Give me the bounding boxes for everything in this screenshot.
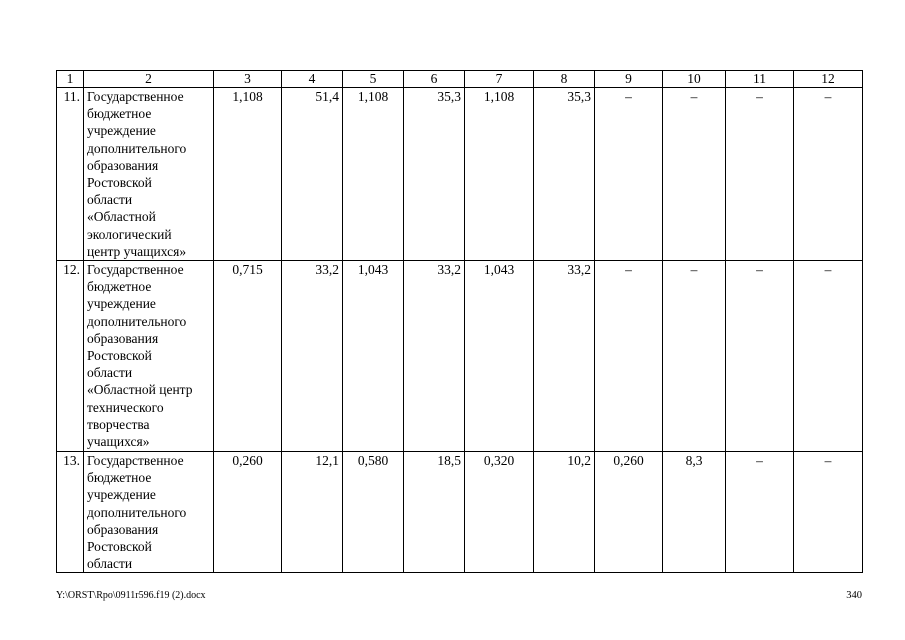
name-line: бюджетное	[87, 470, 152, 486]
column-header: 3	[214, 71, 282, 88]
cell-value: 8,3	[663, 452, 726, 573]
cell-value: –	[794, 261, 863, 452]
column-header: 10	[663, 71, 726, 88]
cell-value: 1,043	[343, 261, 404, 452]
name-line: центр учащихся»	[87, 243, 187, 259]
institution-name	[84, 261, 214, 452]
row-number: 11.	[57, 88, 84, 261]
cell-value: –	[726, 261, 794, 452]
column-header: 5	[343, 71, 404, 88]
column-header: 7	[465, 71, 534, 88]
name-line: технического	[87, 399, 164, 415]
cell-value: 10,2	[534, 452, 595, 573]
cell-value: 0,580	[343, 452, 404, 573]
data-table	[56, 70, 863, 573]
name-line: области	[87, 365, 133, 381]
name-line: «Областной	[87, 209, 156, 225]
institution-name	[84, 452, 214, 573]
cell-value: 0,260	[595, 452, 663, 573]
cell-value: –	[663, 261, 726, 452]
name-line: бюджетное	[87, 279, 152, 295]
cell-value: –	[726, 88, 794, 261]
cell-value: 35,3	[534, 88, 595, 261]
cell-value: –	[663, 88, 726, 261]
cell-value: 33,2	[282, 261, 343, 452]
name-line: Государственное	[87, 89, 184, 104]
cell-value: –	[794, 452, 863, 573]
cell-value: –	[794, 88, 863, 261]
name-line: дополнительного	[87, 313, 187, 329]
cell-value: 1,043	[465, 261, 534, 452]
cell-value: 0,320	[465, 452, 534, 573]
cell-value: 1,108	[343, 88, 404, 261]
institution-name	[84, 88, 214, 261]
table-row	[57, 261, 863, 452]
name-line: учреждение	[87, 296, 156, 312]
name-line: дополнительного	[87, 504, 187, 520]
name-line: Государственное	[87, 453, 184, 469]
table-row	[57, 452, 863, 573]
name-line: бюджетное	[87, 106, 152, 122]
cell-value: 51,4	[282, 88, 343, 261]
column-header: 12	[794, 71, 863, 88]
cell-value: 12,1	[282, 452, 343, 573]
name-line: Ростовской	[87, 539, 152, 555]
name-line: области	[87, 556, 133, 572]
name-line: образования	[87, 521, 159, 537]
column-header: 9	[595, 71, 663, 88]
cell-value: 33,2	[534, 261, 595, 452]
name-line: творчества	[87, 416, 150, 432]
cell-value: 0,260	[214, 452, 282, 573]
cell-value: –	[595, 261, 663, 452]
name-line: Ростовской	[87, 175, 152, 191]
name-line: экологический	[87, 226, 172, 242]
name-line: учреждение	[87, 123, 156, 139]
column-header: 8	[534, 71, 595, 88]
column-header: 2	[84, 71, 214, 88]
cell-value: –	[726, 452, 794, 573]
name-line: образования	[87, 157, 159, 173]
name-line: учащихся»	[87, 434, 150, 450]
cell-value: 18,5	[404, 452, 465, 573]
name-line: дополнительного	[87, 140, 187, 156]
footer-file-path: Y:\ORST\Rpo\0911r596.f19 (2).docx	[56, 590, 206, 601]
cell-value: –	[595, 88, 663, 261]
row-number: 12.	[57, 261, 84, 452]
name-line: учреждение	[87, 487, 156, 503]
cell-value: 33,2	[404, 261, 465, 452]
column-header: 1	[57, 71, 84, 88]
row-number: 13.	[57, 452, 84, 573]
name-line: области	[87, 192, 133, 208]
cell-value: 1,108	[214, 88, 282, 261]
name-line: «Областной центр	[87, 382, 193, 398]
name-line: Государственное	[87, 262, 184, 278]
column-header: 11	[726, 71, 794, 88]
column-header: 6	[404, 71, 465, 88]
page-number: 340	[846, 590, 862, 601]
table-header-row	[57, 71, 863, 88]
cell-value: 35,3	[404, 88, 465, 261]
cell-value: 0,715	[214, 261, 282, 452]
column-header: 4	[282, 71, 343, 88]
name-line: Ростовской	[87, 348, 152, 364]
name-line: образования	[87, 330, 159, 346]
cell-value: 1,108	[465, 88, 534, 261]
table-row	[57, 88, 863, 261]
